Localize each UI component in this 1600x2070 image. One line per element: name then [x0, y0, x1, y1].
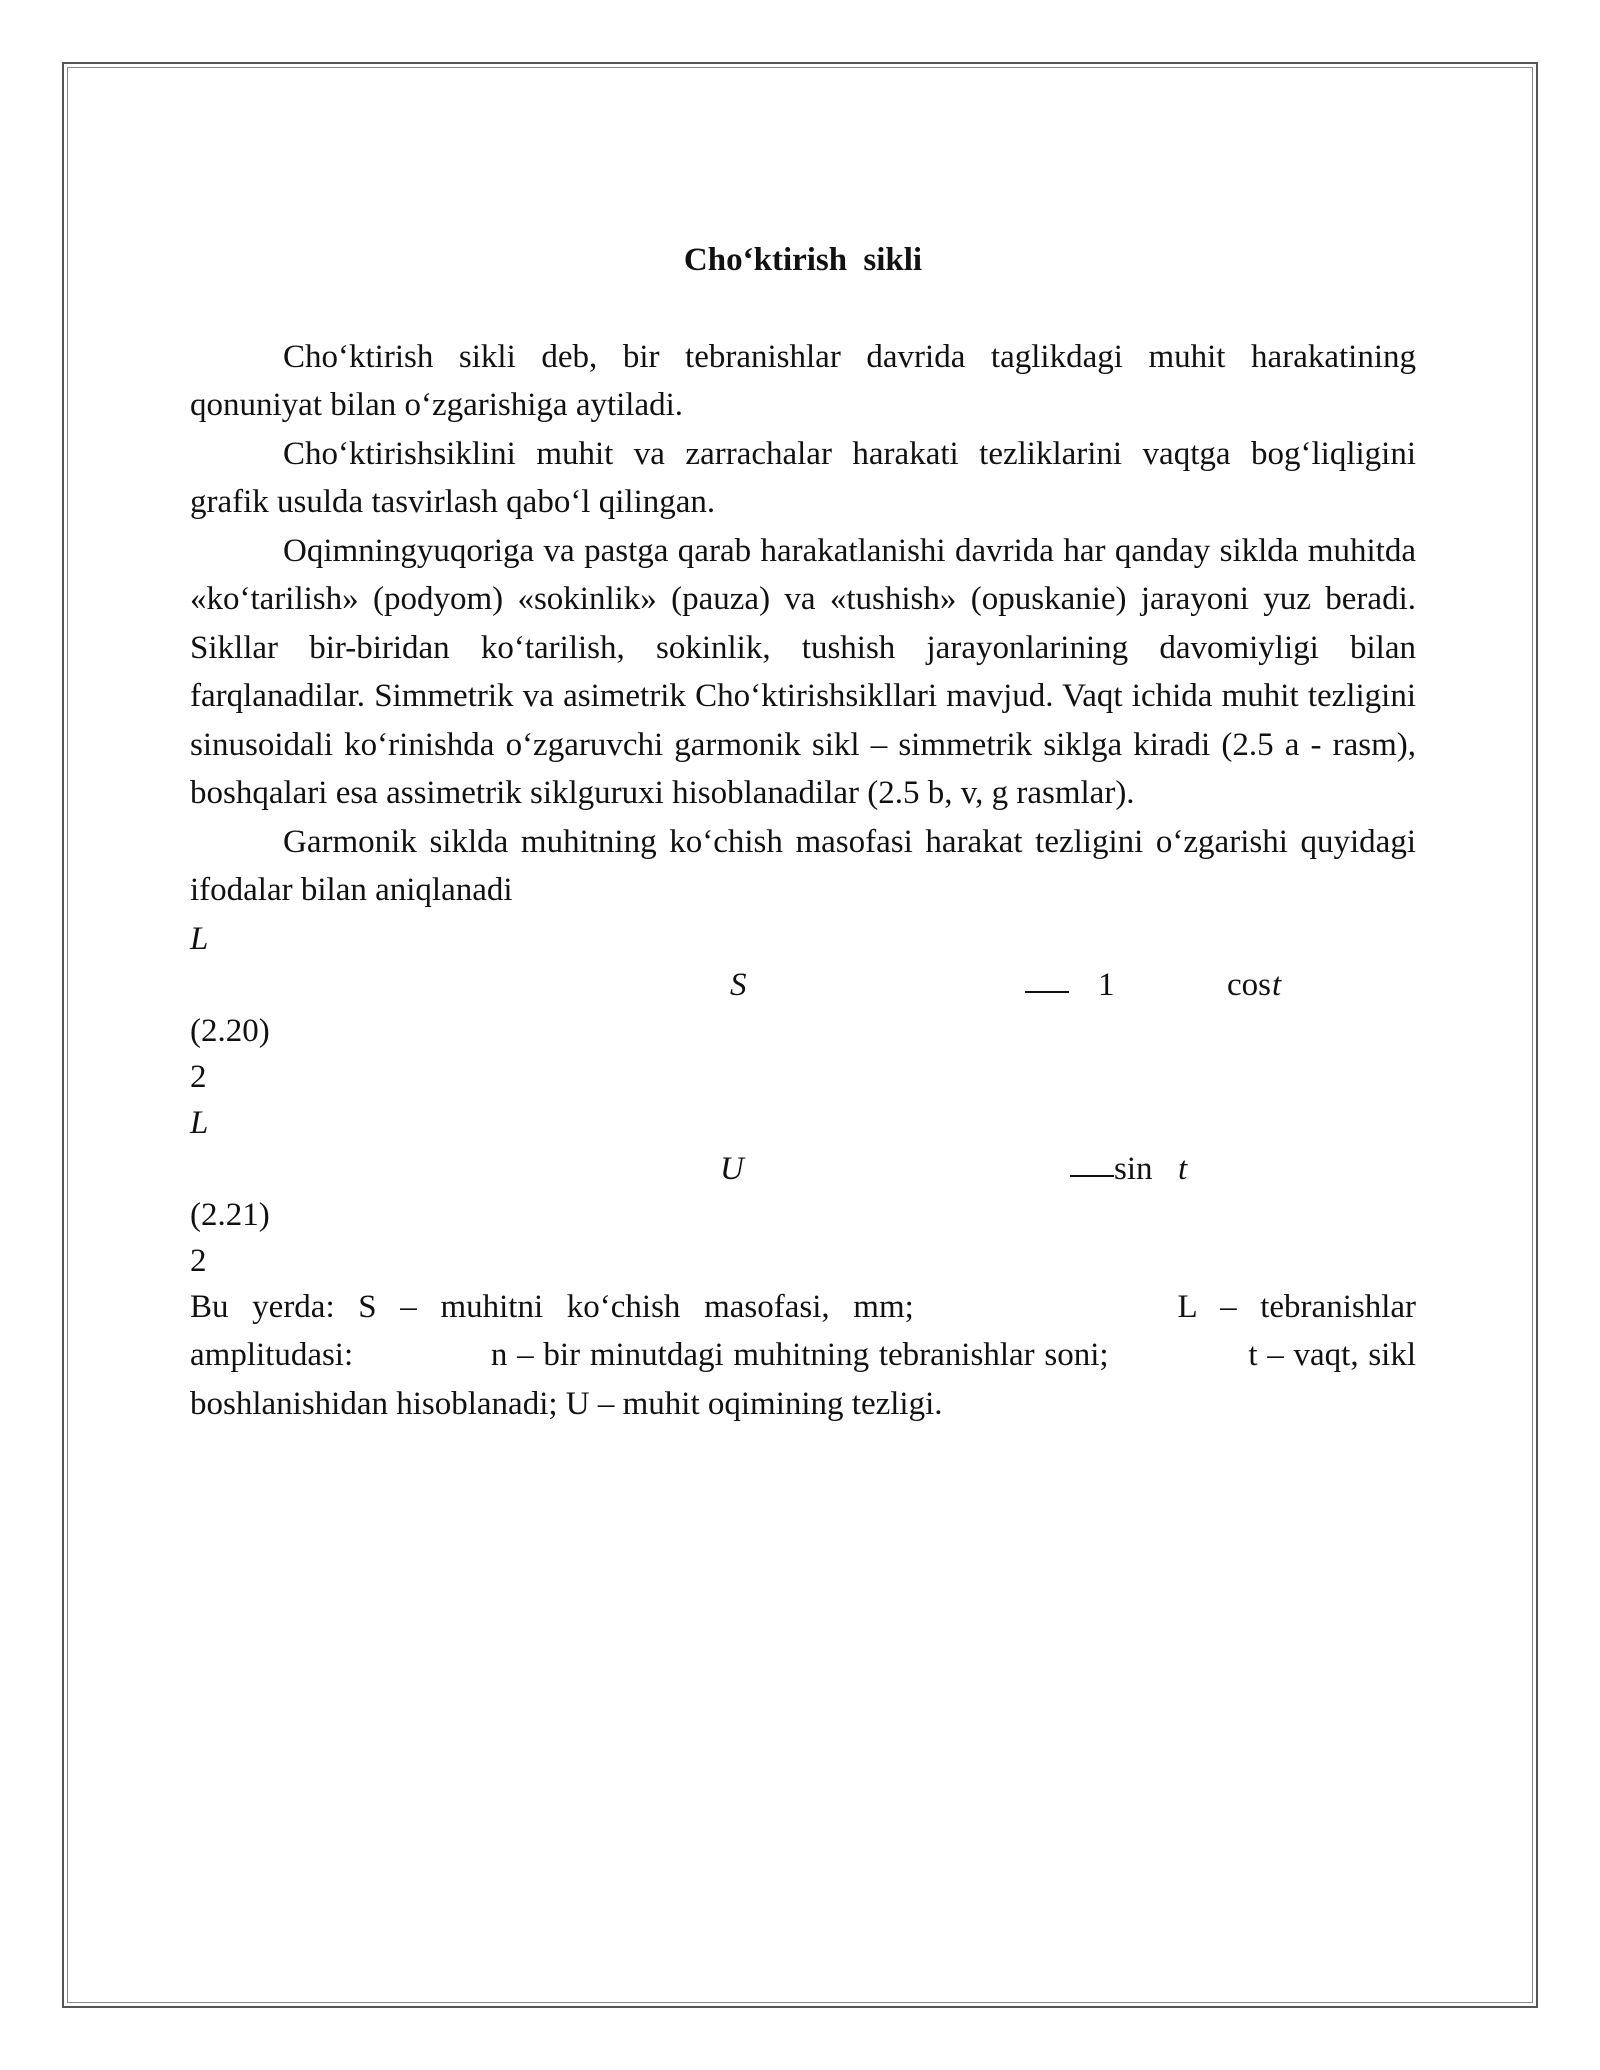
formula-1-number: (2.20)	[190, 1012, 270, 1049]
formula-1-main-line	[190, 961, 1416, 1007]
formula-1-lhs: S	[730, 966, 747, 1003]
definition-n: n – bir minutdagi muhitning tebranishlar soni;	[490, 1337, 1109, 1373]
formula-1-cos: cos	[1227, 966, 1271, 1003]
definitions	[190, 1283, 1416, 1429]
formula-1-number-line	[190, 1007, 1416, 1053]
formula-2-numerator: L	[190, 1104, 209, 1141]
paragraph-3: Oqimningyuqoriga va pastga qarab harakatlanishi davrida har qanday siklda muhitda «ko‘tarilish» (podyom) «sokinlik» (pauza) va «tushish» (opuskanie) jarayoni yuz beradi. Sikllar bir-biridan ko‘tarilish, sokinlik, tushish jarayonlarining davomiyligi bilan farqlanadilar. Simmetrik va asimetrik Cho‘ktirishsikllari mavjud. Vaqt ichida muhit tezligini sinusoidali ko‘rinishda o‘zgaruvchi garmonik sikl – simmetrik siklga kiradi (2.5 a - rasm), boshqalari esa assimetrik siklguruxi hisoblanadilar (2.5 b, v, g rasmlar).	[190, 532, 1416, 811]
definition-l: L – tebranishlar amplitudasi:	[190, 1288, 1417, 1373]
formula-1-t: t	[1272, 966, 1282, 1003]
paragraph-4: Garmonik siklda muhitning ko‘chish masofasi harakat tezligini o‘zgarishi quyidagi ifodalar bilan aniqlanadi	[190, 823, 1416, 908]
formula-2-number-line	[190, 1191, 1416, 1237]
document-title: Cho‘ktirish sikli	[683, 242, 923, 278]
definition-t-u: t – vaqt, sikl boshlanishidan hisoblanadi; U – muhit oqimining tezligi.	[190, 1337, 1417, 1422]
formula-2-lhs: U	[720, 1150, 744, 1187]
formula-2-denominator-line	[190, 1237, 1416, 1283]
formula-1-fraction-bar	[1025, 961, 1069, 1010]
formula-2-21	[190, 1099, 1416, 1283]
document-body	[190, 228, 1416, 1428]
formula-1-numerator-line	[190, 915, 1416, 961]
formula-1-denominator-line	[190, 1053, 1416, 1099]
formula-2-20	[190, 915, 1416, 1099]
formula-2-main-line	[190, 1145, 1416, 1191]
formula-2-denominator: 2	[190, 1242, 207, 1279]
formula-2-numerator-line	[190, 1099, 1416, 1145]
formula-1-denominator: 2	[190, 1058, 207, 1095]
formula-2-t: t	[1178, 1150, 1188, 1187]
formula-2-sin: sin	[1114, 1150, 1153, 1187]
formula-2-number: (2.21)	[190, 1196, 270, 1233]
formula-2-fraction-bar	[1070, 1145, 1114, 1194]
formula-1-one: 1	[1098, 966, 1115, 1003]
definition-s: Bu yerda: S – muhitni ko‘chish masofasi, mm;	[190, 1288, 914, 1325]
paragraph-1: Cho‘ktirish sikli deb, bir tebranishlar davrida taglikdagi muhit harakatining qonuniyat bilan o‘zgarishiga aytiladi.	[190, 338, 1416, 423]
formula-1-numerator: L	[190, 920, 209, 957]
paragraph-2: Cho‘ktirishsiklini muhit va zarrachalar harakati tezliklarini vaqtga bog‘liqligini grafik usulda tasvirlash qabo‘l qilingan.	[190, 435, 1416, 520]
